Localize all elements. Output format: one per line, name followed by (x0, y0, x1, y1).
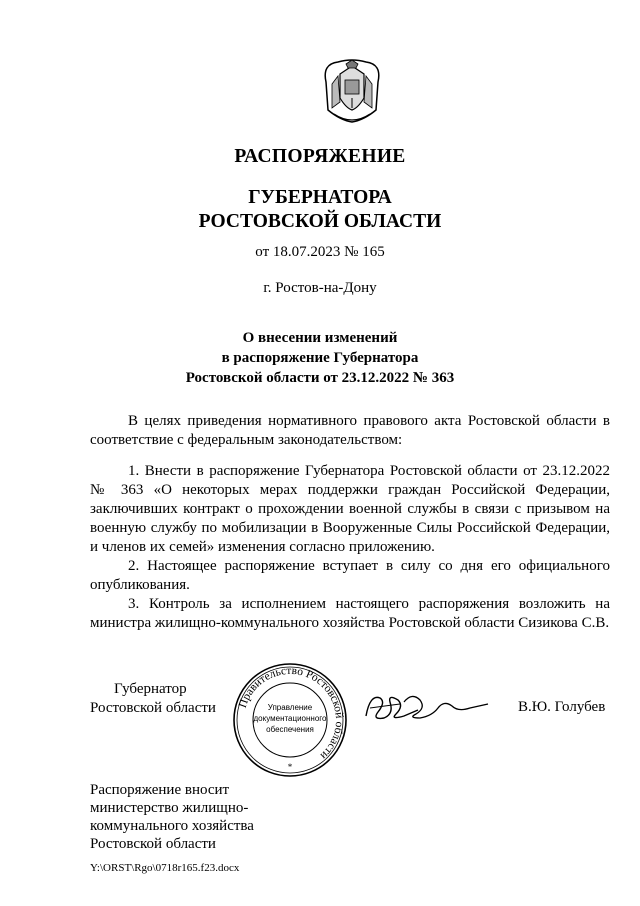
preamble-block (90, 412, 610, 450)
official-seal-icon (230, 660, 350, 780)
note-line-3: коммунального хозяйства (90, 818, 254, 834)
seal-center-line-1: Управление (267, 703, 313, 712)
subject-line-3: Ростовской области от 23.12.2022 № 363 (185, 370, 455, 386)
subject-line-2: в распоряжение Губернатора (221, 350, 419, 366)
date-number: от 18.07.2023 № 165 (255, 244, 385, 260)
city: г. Ростов-на-Дону (263, 280, 377, 296)
issuer-line-1: ГУБЕРНАТОРА (248, 187, 392, 208)
issuer-line-2: РОСТОВСКОЙ ОБЛАСТИ (198, 211, 442, 232)
file-path: Y:\ORST\Rgo\0718r165.f23.docx (90, 862, 240, 874)
note-line-1: Распоряжение вносит (90, 782, 230, 798)
seal-center-line-2: документационного (253, 714, 327, 723)
subject-line-1: О внесении изменений (242, 330, 398, 346)
item-3-paragraph: 3. Контроль за исполнением настоящего распоряжения возложить на министра жилищно-коммунального хозяйства Ростовской области Сизикова С.В. (90, 596, 610, 631)
seal-ring-text: Правительство Ростовской области (236, 664, 346, 762)
document-subject (0, 328, 640, 388)
seal-center-line-3: обеспечения (266, 725, 314, 734)
position-line-1: Губернатор (114, 681, 187, 697)
preamble-paragraph: В целях приведения нормативного правового акта Ростовской области в соответствие с федеральным законодательством: (90, 413, 610, 448)
note-line-4: Ростовской области (90, 836, 216, 852)
note-line-2: министерство жилищно- (90, 800, 249, 816)
signatory-position (90, 680, 216, 718)
item-1-paragraph: 1. Внести в распоряжение Губернатора Ростовской области от 23.12.2022 № 363 «О некоторых мерах поддержки граждан Российской Федерации, заключивших контракт о прохождении военной службы в связи с призывом на военную службу по мобилизации в Вооруженные Силы Российской Федерации, и членов их семей» изменения согласно приложению. (90, 463, 610, 555)
svg-text:*: * (287, 762, 293, 772)
signer-name: В.Ю. Голубев (518, 699, 606, 715)
submission-note (90, 781, 254, 853)
handwritten-signature-icon (360, 688, 490, 728)
document-issuer (0, 186, 640, 234)
document-type: РАСПОРЯЖЕНИЕ (234, 146, 406, 167)
position-line-2: Ростовской области (90, 700, 216, 716)
coat-of-arms-icon (318, 58, 386, 126)
item-2-paragraph: 2. Настоящее распоряжение вступает в силу со дня его официального опубликования. (90, 558, 610, 593)
items-block (90, 462, 610, 633)
